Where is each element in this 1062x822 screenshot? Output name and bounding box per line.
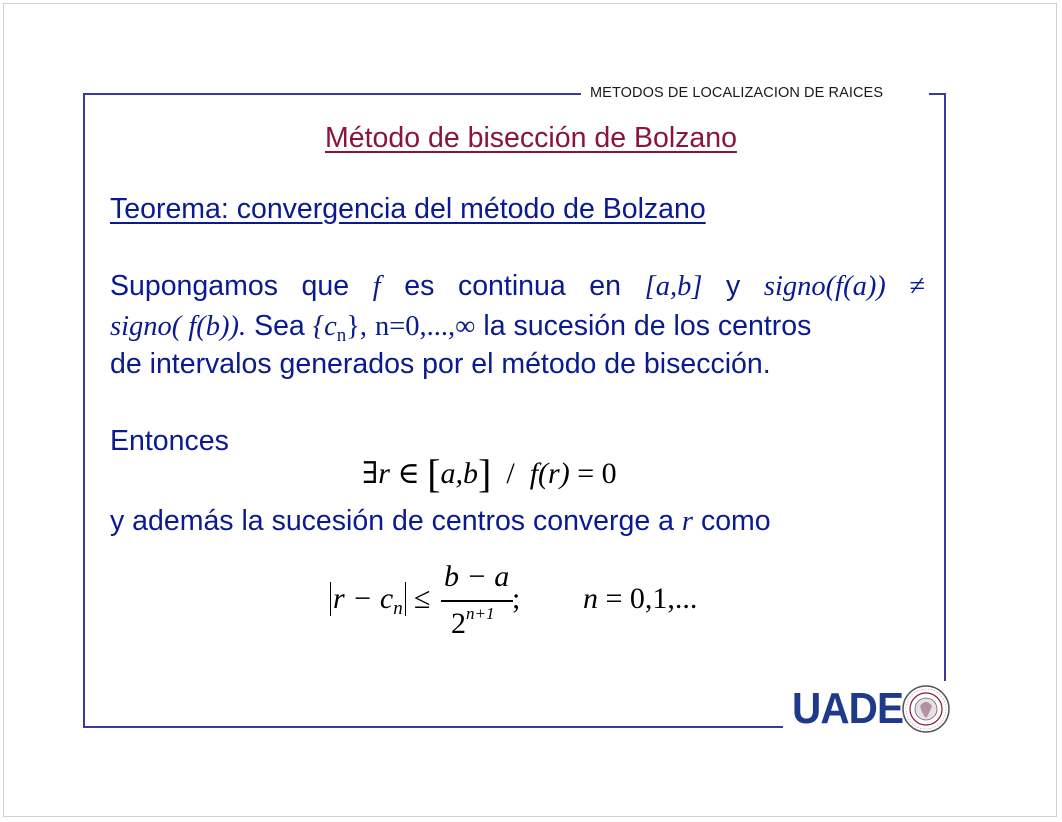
math-arg: (r)	[538, 457, 570, 490]
math-signo-fb: signo( f(b)).	[110, 311, 247, 342]
bracket-close: ]	[478, 451, 492, 496]
uade-logo-text: UADE	[792, 684, 904, 733]
frame-bottom-line	[83, 726, 783, 728]
fraction-bar	[441, 600, 513, 602]
den-exponent: n+1	[466, 604, 495, 623]
text-sucesion-centros: la sucesión de los centros	[483, 310, 812, 342]
fraction-denominator	[451, 604, 494, 641]
math-interval: [a,b]	[644, 271, 703, 302]
theorem-heading: Teorema: convergencia del método de Bolzano	[110, 193, 706, 225]
header-label: METODOS DE LOCALIZACION DE RAICES	[590, 85, 884, 101]
math-seq-close: },	[346, 311, 368, 342]
n-values: = 0,1,...	[605, 582, 698, 615]
math-f: f	[372, 271, 381, 302]
math-seq-sub: n	[336, 325, 347, 346]
text-entonces: Entonces	[110, 425, 229, 457]
semicolon: ;	[512, 582, 521, 615]
text-y: y	[726, 270, 741, 302]
math-ab: a,b	[440, 457, 479, 490]
text-sea: Sea	[254, 310, 305, 342]
math-n: n	[583, 582, 598, 615]
fraction-numerator: b − a	[444, 560, 510, 593]
text-es-continua-en: es continua en	[404, 270, 622, 302]
paragraph-line-2	[110, 310, 811, 347]
frame-top-left-line	[83, 93, 581, 95]
leq-symbol: ≤	[414, 582, 431, 615]
text-ademas-line	[110, 505, 771, 538]
math-r: r	[378, 457, 390, 490]
text-supongamos: Supongamos que	[110, 270, 350, 302]
frame-right-line	[944, 93, 946, 681]
math-neq: ≠	[909, 271, 926, 302]
paragraph-line-1	[110, 270, 925, 303]
exists-symbol: ∃	[362, 457, 379, 490]
math-r-converge: r	[681, 506, 694, 537]
paragraph-line-3: de intervalos generados por el método de bisección.	[110, 348, 771, 380]
den-base: 2	[451, 607, 466, 640]
math-signo-fa: signo(f(a))	[763, 271, 886, 302]
math-f-of: f	[529, 457, 539, 490]
in-symbol: ∈	[397, 457, 420, 490]
uade-seal-icon	[898, 683, 954, 735]
formula-existence	[362, 450, 617, 497]
slash-symbol: /	[506, 457, 515, 490]
abs-expression	[328, 582, 408, 620]
math-r-minus-c: r − c	[333, 582, 394, 615]
n-range	[583, 582, 697, 616]
math-range: n=0,...,∞	[374, 311, 476, 342]
math-sequence	[312, 311, 368, 346]
frame-left-line	[83, 93, 85, 728]
math-seq-open: {c	[312, 311, 337, 342]
equals-zero: = 0	[577, 457, 617, 490]
math-sub-n: n	[393, 598, 403, 619]
bracket-open: [	[427, 451, 441, 496]
text-como: como	[700, 505, 771, 537]
text-ademas: y además la sucesión de centros converge a	[110, 505, 674, 537]
slide-title: Método de bisección de Bolzano	[325, 122, 737, 154]
